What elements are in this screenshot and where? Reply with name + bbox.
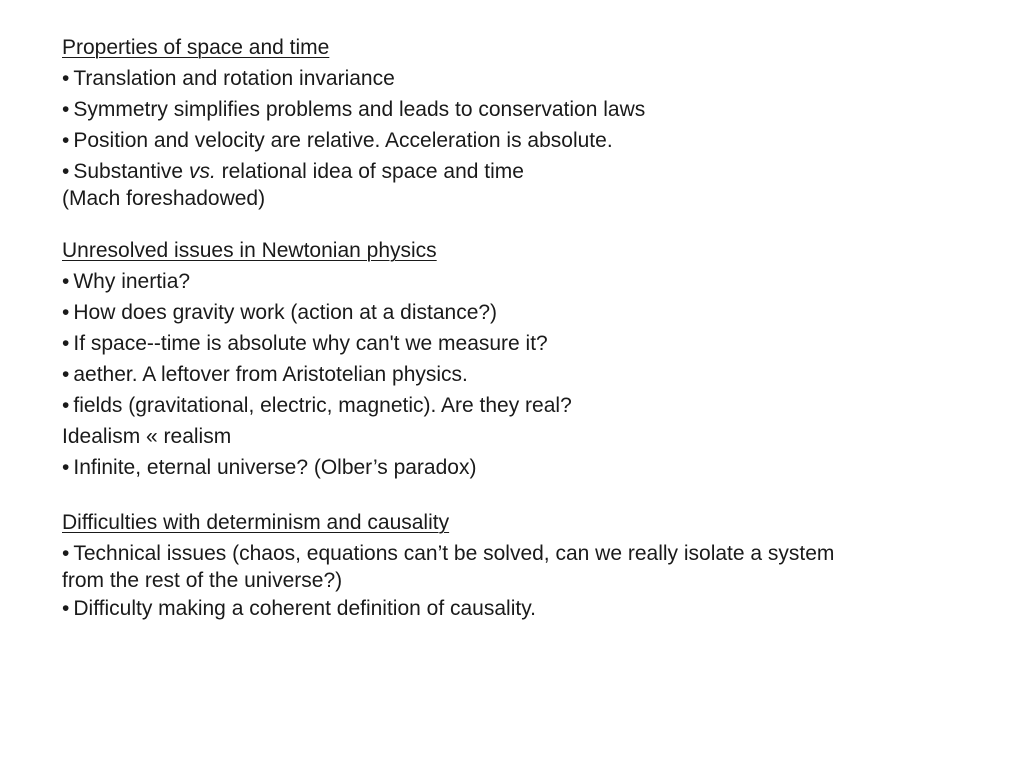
list-item-text: Translation and rotation invariance (73, 67, 395, 90)
bullet-icon: • (62, 160, 70, 183)
list-item-text: Substantive (73, 160, 189, 183)
bullet-icon: • (62, 394, 70, 417)
bullet-icon: • (62, 270, 70, 293)
list-item-text: Difficulty making a coherent definition of causality. (73, 597, 536, 620)
bullet-icon: • (62, 363, 70, 386)
bullet-icon: • (62, 98, 70, 121)
bullet-icon: • (62, 301, 70, 324)
bullet-icon: • (62, 332, 70, 355)
list-item-text: How does gravity work (action at a distance?) (73, 301, 498, 324)
list-item-text: Idealism « realism (62, 425, 232, 448)
list-item-text: Why inertia? (73, 270, 191, 293)
list-item (62, 156, 984, 187)
list-item-continuation: (Mach foreshadowed) (62, 187, 266, 210)
section-heading: Properties of space and time (62, 36, 330, 59)
list-item (62, 94, 984, 125)
list-item (62, 125, 984, 156)
list-item-text: fields (gravitational, electric, magnetic). Are they real? (73, 394, 572, 417)
list-item-text: Position and velocity are relative. Acceleration is absolute. (73, 129, 613, 152)
list-item (62, 328, 984, 359)
section-determinism-causality (62, 507, 984, 624)
list-item (62, 63, 984, 94)
list-item-text: aether. A leftover from Aristotelian physics. (73, 363, 468, 386)
list-item-text: Infinite, eternal universe? (Olber’s paradox) (73, 456, 477, 479)
list-item (62, 359, 984, 390)
bullet-icon: • (62, 67, 70, 90)
section-properties (62, 32, 984, 211)
bullet-icon: • (62, 597, 70, 620)
list-item-continuation: from the rest of the universe?) (62, 569, 343, 592)
list-item (62, 297, 984, 328)
bullet-icon: • (62, 456, 70, 479)
list-item-italic: vs. (188, 160, 216, 183)
list-item (62, 421, 984, 452)
bullet-icon: • (62, 129, 70, 152)
list-item-text: If space--time is absolute why can't we measure it? (73, 332, 548, 355)
list-item (62, 452, 984, 483)
list-item-text: relational idea of space and time (215, 160, 524, 183)
section-heading: Unresolved issues in Newtonian physics (62, 239, 437, 262)
list-item-text: Technical issues (chaos, equations can’t be solved, can we really isolate a system (73, 542, 835, 565)
list-item (62, 538, 984, 569)
list-item (62, 266, 984, 297)
section-heading: Difficulties with determinism and causality (62, 511, 450, 534)
list-item (62, 390, 984, 421)
bullet-icon: • (62, 542, 70, 565)
section-unresolved-issues (62, 235, 984, 483)
list-item-text: Symmetry simplifies problems and leads to conservation laws (73, 98, 646, 121)
list-item (62, 593, 984, 624)
